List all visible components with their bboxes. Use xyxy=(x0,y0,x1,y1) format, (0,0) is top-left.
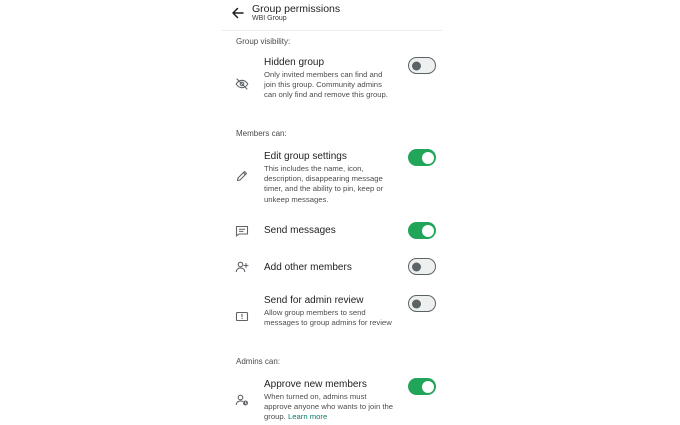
app-bar xyxy=(222,0,442,31)
toggle-knob xyxy=(422,381,434,393)
edit-group-settings-description: This includes the name, icon, description, disappearing message timer, and the ability to pin, keep or unkeep messages. xyxy=(264,164,384,204)
send-for-admin-review-description: Allow group members to send messages to group admins for review xyxy=(264,308,392,328)
eye-off-icon xyxy=(235,77,249,91)
approve-new-members-row[interactable] xyxy=(222,377,442,423)
add-other-members-title: Add other members xyxy=(264,262,352,273)
send-for-admin-review-toggle[interactable] xyxy=(408,295,436,312)
hidden-group-title: Hidden group xyxy=(264,57,325,68)
toggle-knob xyxy=(412,299,421,308)
page-title: Group permissions xyxy=(252,3,341,15)
toggle-knob xyxy=(412,61,421,70)
toggle-knob xyxy=(412,262,421,271)
add-other-members-toggle[interactable] xyxy=(408,258,436,275)
section-label-members: Members can: xyxy=(236,129,287,138)
toggle-knob xyxy=(422,225,434,237)
pencil-icon xyxy=(235,169,249,183)
approve-new-members-description-text: When turned on, admins must approve anyone who wants to join the group. xyxy=(264,392,394,422)
send-messages-title: Send messages xyxy=(264,225,336,236)
add-other-members-row[interactable] xyxy=(222,258,442,278)
approve-new-members-description xyxy=(264,392,394,423)
edit-group-settings-row[interactable] xyxy=(222,149,442,205)
toggle-knob xyxy=(422,152,434,164)
person-add-icon xyxy=(235,260,249,274)
section-label-admins: Admins can: xyxy=(236,357,281,366)
hidden-group-row[interactable] xyxy=(222,55,442,113)
back-arrow-icon[interactable] xyxy=(230,5,246,21)
message-icon xyxy=(235,224,249,238)
edit-group-settings-title: Edit group settings xyxy=(264,151,347,162)
send-messages-row[interactable] xyxy=(222,221,442,241)
group-permissions-screen xyxy=(222,0,442,425)
learn-more-link[interactable]: Learn more xyxy=(287,412,328,422)
review-icon xyxy=(235,310,249,324)
send-for-admin-review-title: Send for admin review xyxy=(264,295,364,306)
hidden-group-description: Only invited members can find and join this group. Community admins can only find and remove this group. xyxy=(264,70,388,100)
group-name-subtitle: WBI Group xyxy=(252,15,287,22)
approve-new-members-toggle[interactable] xyxy=(408,378,436,395)
approve-new-members-title: Approve new members xyxy=(264,379,367,390)
send-for-admin-review-row[interactable] xyxy=(222,295,442,343)
send-messages-toggle[interactable] xyxy=(408,222,436,239)
edit-group-settings-toggle[interactable] xyxy=(408,149,436,166)
section-label-visibility: Group visibility: xyxy=(236,37,291,46)
hidden-group-toggle[interactable] xyxy=(408,57,436,74)
person-approve-icon xyxy=(235,393,249,407)
